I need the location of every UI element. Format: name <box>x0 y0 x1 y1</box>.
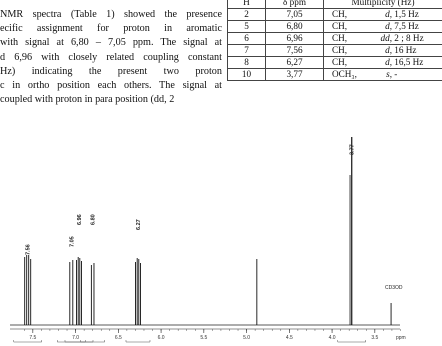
cell-group: CH, <box>332 45 348 55</box>
cell-mult: s, <box>386 69 392 79</box>
body-text-line: coupled with proton in para position (dd, 2 <box>0 94 175 106</box>
cell-shift: 6,27 <box>266 57 324 69</box>
cell-shift: 3,77 <box>266 69 324 81</box>
cell-mult: dd, <box>380 33 392 43</box>
cell-h: 6 <box>228 33 266 45</box>
cell-shift: 6,80 <box>266 21 324 33</box>
cell-h: 2 <box>228 9 266 21</box>
integration-bracket <box>14 340 42 342</box>
axis-tick-label: 5.0 <box>243 335 251 341</box>
body-text-line: ecific assignment for proton in aromatic <box>0 23 222 35</box>
cell-h: 10 <box>228 69 266 81</box>
cell-mult: d, <box>385 9 392 19</box>
header-shift: δ ppm <box>266 0 324 9</box>
peak-label: 6.27 <box>135 219 142 230</box>
cell-j: - <box>394 69 398 79</box>
axis-tick-label: 5.5 <box>200 335 208 341</box>
cell-j: 7,5 Hz <box>394 21 419 31</box>
cell-group: CH, <box>332 9 348 19</box>
cell-j: 2 ; 8 Hz <box>394 33 424 43</box>
axis-tick-label: 4.5 <box>285 335 293 341</box>
cell-group: CH, <box>332 21 348 31</box>
cell-group: OCH₃, <box>332 69 357 79</box>
axis-tick-label: 7.5 <box>29 335 37 341</box>
axis-tick-label: 4.0 <box>328 335 336 341</box>
spectrum-graphics <box>10 137 406 342</box>
header-h: H <box>228 0 266 9</box>
solvent-label: CD3OD <box>385 285 403 291</box>
cell-h: 5 <box>228 21 266 33</box>
body-text-line: c in ortho position each others. The signal at <box>0 80 222 92</box>
cell-shift: 7,56 <box>266 45 324 57</box>
integration-bracket <box>338 340 366 342</box>
peak-label: 6.80 <box>90 214 97 225</box>
cell-group: CH, <box>332 33 348 43</box>
axis-unit-label: ppm <box>396 335 406 341</box>
cell-j: 16 Hz <box>394 45 417 55</box>
axis-tick-label: 6.5 <box>114 335 122 341</box>
cell-h: 7 <box>228 45 266 57</box>
axis-tick-label: 3.5 <box>371 335 379 341</box>
cell-mult: d, <box>385 21 392 31</box>
integration-bracket <box>126 340 150 342</box>
peak-label: 6.96 <box>76 214 83 225</box>
cell-group: CH, <box>332 57 348 67</box>
body-text-line: with signal at 6,80 – 7,05 ppm. The signal at <box>0 37 222 49</box>
cell-j: 16,5 Hz <box>394 57 424 67</box>
cell-mult: d, <box>385 57 392 67</box>
header-multiplicity: Multiplicity (Hz) <box>324 0 442 9</box>
peak-label: 7.56 <box>25 244 32 255</box>
body-text-line: NMR spectra (Table 1) showed the presence <box>0 9 222 20</box>
cell-h: 8 <box>228 57 266 69</box>
cell-shift: 7,05 <box>266 9 324 21</box>
integration-bracket <box>81 340 105 342</box>
body-text-line: Hz) indicating the present two proton <box>0 65 222 77</box>
body-text-line: d 6,96 with closely related coupling constant <box>0 51 222 63</box>
peak-label: 7.05 <box>69 236 76 247</box>
cell-j: 1,5 Hz <box>394 9 419 19</box>
cell-mult: d, <box>385 45 392 55</box>
axis-tick-label: 7.0 <box>72 335 80 341</box>
cell-shift: 6,96 <box>266 33 324 45</box>
axis-tick-label: 6.0 <box>157 335 165 341</box>
peak-label: 3.77 <box>349 144 356 155</box>
